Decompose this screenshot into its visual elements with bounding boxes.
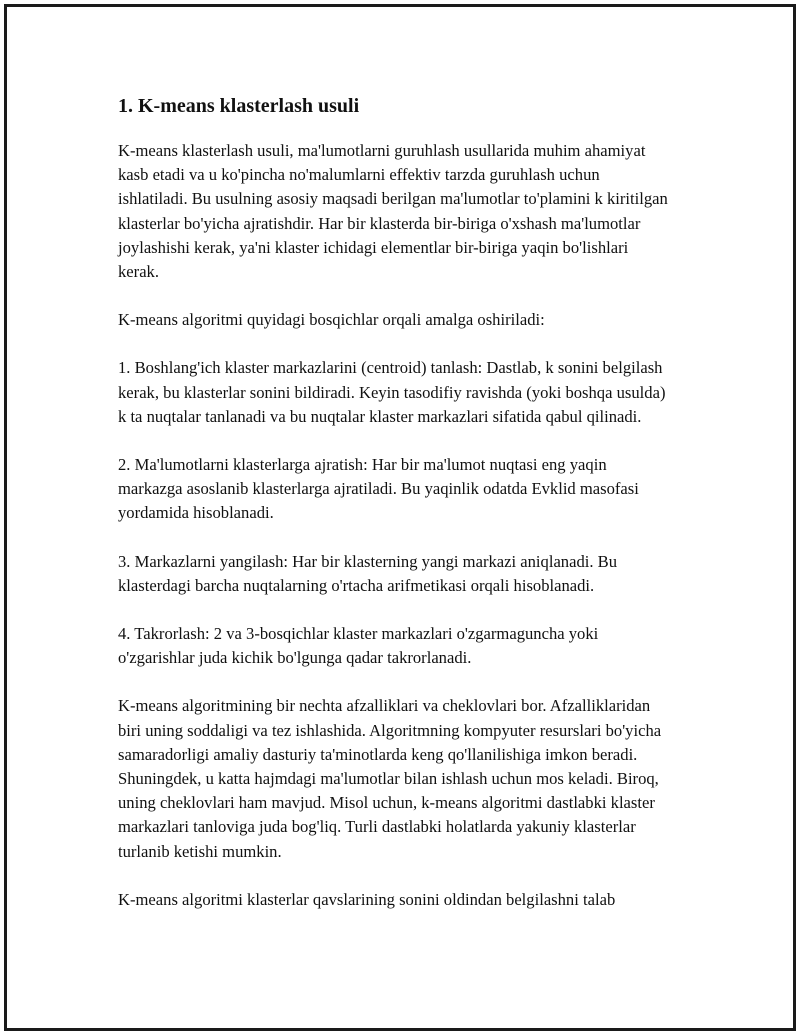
paragraph-pros-cons: K-means algoritmining bir nechta afzalliklari va cheklovlari bor. Afzalliklaridan biri uning soddaligi va tez ishlashida. Algoritmning kompyuter resurslari bo'yicha samaradorligi amaliy dasturiy ta'minotlarda keng qo'llanilishiga imkon beradi. Shuningdek, u katta hajmdagi ma'lumotlar bilan ishlash uchun mos keladi. Biroq, uning cheklovlari ham mavjud. Misol uchun, k-means algoritmi dastlabki klaster markazlari tanloviga juda bog'liq. Turli dastlabki holatlarda yakuniy klasterlar turlanib ketishi mumkin. <box>118 696 662 861</box>
paragraph-step-2: 2. Ma'lumotlarni klasterlarga ajratish: Har bir ma'lumot nuqtasi eng yaqin markazga asoslanib klasterlarga ajratiladi. Bu yaqinlik odatda Evklid masofasi yordamida hisoblanadi. <box>118 455 639 523</box>
paragraph-step-1: 1. Boshlang'ich klaster markazlarini (centroid) tanlash: Dastlab, k sonini belgilash kerak, bu klasterlar sonini bildiradi. Keyin tasodifiy ravishda (yoki boshqa usulda) k ta nuqtalar tanlanadi va bu nuqtalar klaster markazlari sifatida qabul qilinadi. <box>118 358 666 426</box>
paragraph-step-4: 4. Takrorlash: 2 va 3-bosqichlar klaster markazlari o'zgarmaguncha yoki o'zgarishlar juda kichik bo'lgunga qadar takrorlanadi. <box>118 624 599 668</box>
document-body <box>118 93 668 936</box>
paragraph-steps-intro: K-means algoritmi quyidagi bosqichlar orqali amalga oshiriladi: <box>118 310 545 330</box>
paragraph-step-3: 3. Markazlarni yangilash: Har bir klasterning yangi markazi aniqlanadi. Bu klasterdagi barcha nuqtalarning o'rtacha arifmetikasi orqali hisoblanadi. <box>118 551 618 595</box>
paragraph-truncated: K-means algoritmi klasterlar qavslarining sonini oldindan belgilashni talab <box>118 889 616 909</box>
paragraph-intro: K-means klasterlash usuli, ma'lumotlarni guruhlash usullarida muhim ahamiyat kasb etadi va u ko'pincha no'malumlarni effektiv tarzda guruhlash uchun ishlatiladi. Bu usulning asosiy maqsadi berilgan ma'lumotlar to'plamini k kiritilgan klasterlar bo'yicha ajratishdir. Har bir klasterda bir-biriga o'xshash ma'lumotlar joylashishi kerak, ya'ni klaster ichidagi elementlar bir-biriga yaqin bo'lishlari kerak. <box>118 141 668 282</box>
section-heading: 1. K-means klasterlash usuli <box>118 95 360 117</box>
